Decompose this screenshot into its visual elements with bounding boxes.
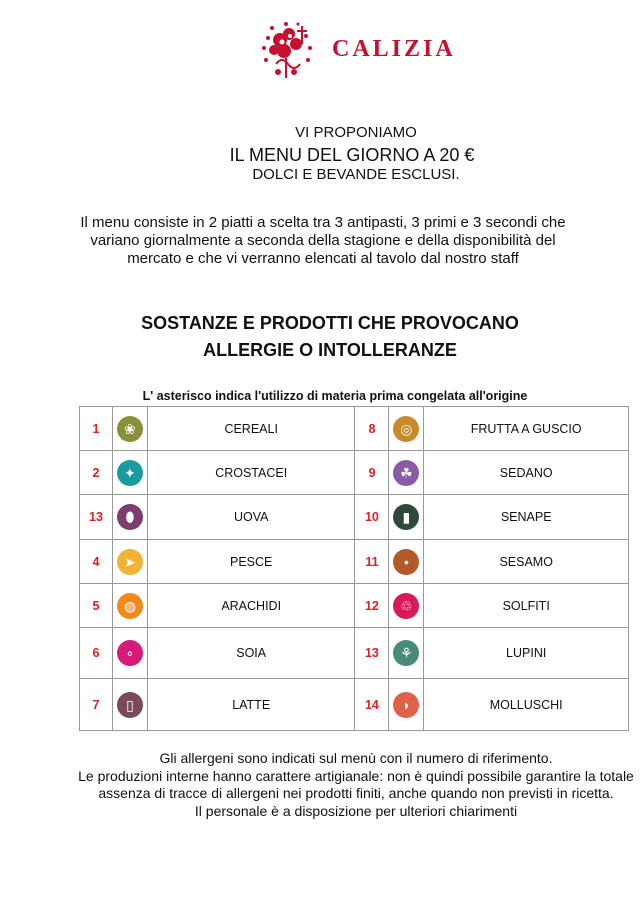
- footer-line-2: Le produzioni interne hanno carattere artigianale: non è quindi possibile garantire la totale assenza di tracce di allergeni nei prodotti finiti, anche quando non previsti in ricetta.: [78, 767, 634, 801]
- allergen-number: 8: [355, 407, 389, 451]
- allergen-number: 13: [355, 628, 389, 679]
- allergen-row: [80, 495, 629, 540]
- allergen-name: SOIA: [147, 628, 355, 679]
- allergen-heading: [40, 310, 620, 364]
- lobster-icon: ✦: [117, 460, 143, 486]
- wine-glass-icon: ♲: [393, 593, 419, 619]
- allergen-name: LUPINI: [424, 628, 629, 679]
- allergen-name: PESCE: [147, 540, 355, 584]
- peanut-icon: ◍: [117, 593, 143, 619]
- footer-notes: [78, 750, 634, 820]
- allergen-row: [80, 679, 629, 731]
- asterisk-note: L' asterisco indica l'utilizzo di materia prima congelata all'origine: [142, 389, 528, 403]
- brand-logo: [256, 20, 466, 82]
- allergen-number: 13: [80, 495, 113, 540]
- allergen-icon-cell: [389, 628, 424, 679]
- allergen-name: LATTE: [147, 679, 355, 731]
- allergen-row: [80, 451, 629, 495]
- intro-line-3: DOLCI E BEVANDE ESCLUSI.: [252, 166, 460, 183]
- nut-icon: ◎: [393, 416, 419, 442]
- allergen-name: UOVA: [147, 495, 355, 540]
- sesame-icon: •: [393, 549, 419, 575]
- allergen-number: 1: [80, 407, 113, 451]
- soy-pod-icon: ∘: [117, 640, 143, 666]
- allergen-icon-cell: [112, 584, 147, 628]
- allergen-icon-cell: [112, 495, 147, 540]
- allergen-icon-cell: [389, 679, 424, 731]
- allergen-heading-line-2: ALLERGIE O INTOLLERANZE: [203, 340, 457, 360]
- allergen-name: SENAPE: [424, 495, 629, 540]
- allergen-icon-cell: [389, 540, 424, 584]
- allergen-icon-cell: [389, 584, 424, 628]
- allergen-row: [80, 628, 629, 679]
- allergen-number: 2: [80, 451, 113, 495]
- celery-icon: ☘: [393, 460, 419, 486]
- allergen-table: [79, 406, 629, 731]
- wheat-icon: ❀: [117, 416, 143, 442]
- allergen-name: CROSTACEI: [147, 451, 355, 495]
- allergen-number: 4: [80, 540, 113, 584]
- fish-icon: ➤: [117, 549, 143, 575]
- allergen-name: SOLFITI: [424, 584, 629, 628]
- allergen-number: 11: [355, 540, 389, 584]
- footer-line-3: Il personale è a disposizione per ulteriori chiarimenti: [194, 802, 518, 819]
- allergen-icon-cell: [112, 628, 147, 679]
- allergen-number: 7: [80, 679, 113, 731]
- allergen-icon-cell: [112, 540, 147, 584]
- allergen-number: 14: [355, 679, 389, 731]
- allergen-name: FRUTTA A GUSCIO: [424, 407, 629, 451]
- allergen-number: 10: [355, 495, 389, 540]
- allergen-icon-cell: [112, 679, 147, 731]
- eggs-icon: ⬮: [117, 504, 143, 530]
- brand-name: CALIZIA: [332, 36, 456, 62]
- allergen-row: [80, 540, 629, 584]
- allergen-row: [80, 407, 629, 451]
- allergen-icon-cell: [112, 407, 147, 451]
- allergen-icon-cell: [389, 407, 424, 451]
- allergen-name: ARACHIDI: [147, 584, 355, 628]
- intro-line-1: VI PROPONIAMO: [295, 124, 417, 141]
- allergen-name: CEREALI: [147, 407, 355, 451]
- intro-line-2: IL MENU DEL GIORNO A 20 €: [229, 145, 475, 165]
- footer-line-1: Gli allergeni sono indicati sul menù con il numero di riferimento.: [159, 750, 553, 766]
- allergen-heading-line-1: SOSTANZE E PRODOTTI CHE PROVOCANO: [141, 313, 519, 333]
- allergen-icon-cell: [389, 451, 424, 495]
- allergen-row: [80, 584, 629, 628]
- flower-ornament-icon: [256, 20, 322, 82]
- mollusc-shell-icon: ◗: [393, 692, 419, 718]
- allergen-number: 5: [80, 584, 113, 628]
- allergen-icon-cell: [389, 495, 424, 540]
- allergen-name: SEDANO: [424, 451, 629, 495]
- milk-bottle-icon: ▯: [117, 692, 143, 718]
- allergen-name: SESAMO: [424, 540, 629, 584]
- allergen-number: 6: [80, 628, 113, 679]
- menu-description: Il menu consiste in 2 piatti a scelta tra 3 antipasti, 3 primi e 3 secondi che variano giornalmente a seconda della stagione e della disponibilità del mercato e che vi verranno elencati al tavolo dal nostro staff: [80, 214, 566, 267]
- allergen-name: MOLLUSCHI: [424, 679, 629, 731]
- mustard-jar-icon: ▮: [393, 504, 419, 530]
- allergen-icon-cell: [112, 451, 147, 495]
- allergen-number: 12: [355, 584, 389, 628]
- allergen-number: 9: [355, 451, 389, 495]
- lupin-flower-icon: ⚘: [393, 640, 419, 666]
